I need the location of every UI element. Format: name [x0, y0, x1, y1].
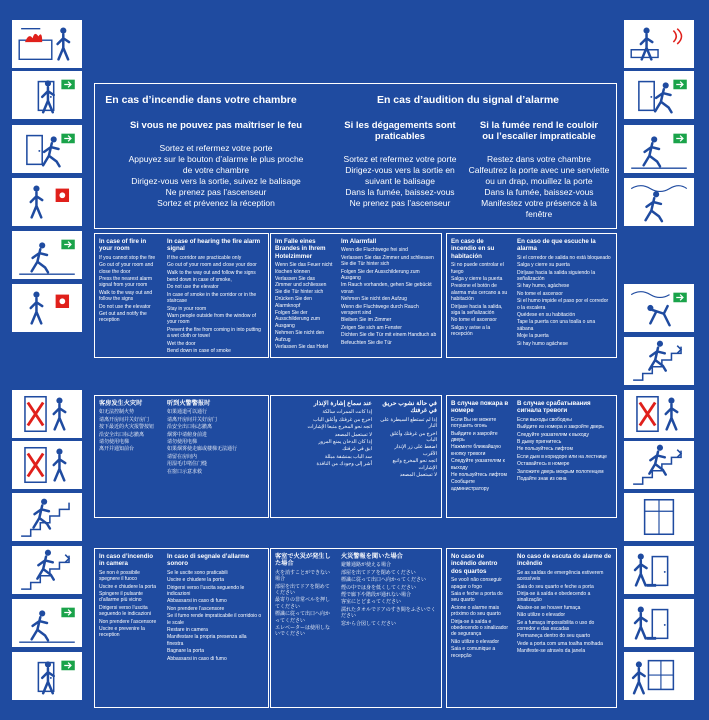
push-alarm-icon	[12, 284, 82, 332]
stairs-down-icon	[12, 546, 82, 594]
portuguese-alarm-text: Vede a porta com uma toalha molhada	[517, 640, 603, 647]
spanish-alarm-text: Si el humo impide el paso por el corredor o la escalera	[517, 298, 609, 311]
walk-to-exit-icon	[624, 125, 694, 173]
portuguese-alarm-text: Saia do seu quarto e feche a porta	[517, 583, 594, 590]
portuguese-fire-text: Não utilize o elevador	[451, 638, 500, 645]
fr-col3-line: Restez dans votre chambre	[487, 154, 591, 164]
fr-col1-line: de votre chambre	[182, 165, 250, 175]
russian-fire-column	[451, 400, 509, 492]
german-alarm-text: Dichten Sie die Tür mit einem Handtuch ab	[341, 332, 437, 339]
english-alarm-text: bend down in case of smoke,	[167, 277, 232, 284]
chinese-fire-text: 请离开房间并关好房门	[99, 416, 150, 423]
arabic-alarm-text: اتجه نحو المخرج متبعا الإشارات	[307, 424, 372, 431]
russian-fire-title: В случае пожара в номере	[451, 400, 509, 415]
chinese-alarm-text: 请勿使用电梯	[167, 439, 198, 446]
japanese-alarm-text: 標識に従って出口へ向かってください	[341, 577, 427, 584]
chinese-fire-text: 按下最近的火灾报警按钮	[99, 424, 155, 431]
portuguese-fire-text: Acione o alarme mais próximo do seu quarto	[451, 604, 501, 618]
german-fire-text: Wenn Sie das Feuer nicht löschen können	[275, 262, 333, 275]
japanese-fire-text: 部屋を出てドアを閉めてください	[275, 583, 330, 597]
portuguese-fire-text: Se você não conseguir apagar o fogo	[451, 577, 502, 590]
portuguese-fire-text: Saia e feche a porta do seu quarto	[451, 591, 503, 604]
russian-alarm-text: Не пользуйтесь лифтом	[517, 446, 573, 453]
japanese-fire-column	[275, 553, 333, 638]
russian-alarm-text: Выйдите из номера и закройте дверь	[517, 424, 604, 431]
spanish-alarm-title: En caso de que escuche la alarma	[517, 238, 596, 253]
english-fire-text: If you cannot stop the fire	[99, 254, 156, 261]
italian-panel	[94, 548, 269, 708]
german-alarm-text: Im Rauch vorhanden, gehen Sie gebückt voran	[341, 282, 432, 295]
stairs-icon	[12, 493, 82, 541]
stay-in-room-icon	[624, 493, 694, 541]
fire-title-fr: En cas d’incendie dans votre chambre	[105, 94, 297, 106]
push-alarm-icon	[12, 178, 82, 226]
russian-fire-text: Выйдите и закройте дверь	[451, 430, 498, 444]
german-alarm-text: Wenn die Fluchtwege frei sind	[341, 247, 408, 254]
japanese-alarm-text: 窓から合図してください	[341, 620, 397, 627]
russian-fire-text: Нажмите ближайшую кнопку тревоги	[451, 444, 501, 457]
fr-col1-line: Appuyez sur le bouton d’alarme le plus proche	[128, 154, 304, 164]
portuguese-alarm-text: Se a fumaça impossibilita o uso do corredor e das escadas	[517, 619, 595, 633]
chinese-alarm-text: 烟雾中请俯身前进	[167, 431, 208, 438]
arabic-alarm-text: أشر إلى وجودك من النافذة	[316, 461, 372, 468]
arabic-alarm-text: سد الباب بمنشفة مبللة	[324, 453, 372, 460]
arabic-fire-title: في حالة نشوب حريق في غرفتك	[382, 400, 437, 415]
spanish-fire-text: Salga y cierre la puerta	[451, 276, 503, 283]
portuguese-alarm-text: Não utilize o elevador	[517, 612, 566, 619]
english-fire-text: Walk to the way out and follow the signs	[99, 289, 153, 303]
fr-col3-line: Calfeutrez la porte avec une serviette	[468, 165, 610, 175]
fr-col2-line: suivant le balisage	[365, 176, 435, 186]
arabic-fire-column	[379, 400, 437, 478]
fr-col3-line: fenêtre	[525, 209, 553, 219]
spanish-alarm-text: Quédese en su habitación	[517, 312, 576, 319]
fr-col3-line: Manifestez votre présence à la	[481, 198, 597, 208]
german-fire-text: Verlassen Sie das Hotel	[275, 344, 329, 351]
portuguese-alarm-text: Se as saídas de emergência estiverem acessíveis	[517, 569, 604, 583]
chinese-alarm-title: 听到火警警报时	[167, 400, 211, 407]
spanish-alarm-text: Tape la puerta con una toalla o una sábana	[517, 319, 596, 332]
fr-col2-line: Ne prenez pas l’ascenseur	[349, 198, 451, 208]
fr-col2-line: Dans la fumée, baissez-vous	[345, 187, 455, 197]
spanish-alarm-text: Diríjase hacia la salida siguiendo la señalización	[517, 269, 596, 283]
german-alarm-text: Zeigen Sie sich am Fenster	[341, 324, 402, 331]
japanese-fire-text: 火を消すことができない場合	[275, 569, 331, 583]
italian-fire-text: Spingere il pulsante d’allarme più vicino	[99, 591, 143, 604]
spanish-alarm-text: Moje la puerta	[517, 333, 549, 340]
english-fire-column	[99, 238, 159, 324]
arabic-fire-text: إذا لم تستطع السيطرة على النار	[380, 416, 437, 430]
chinese-panel	[94, 395, 269, 518]
portuguese-fire-text: Saia e comunique a recepção	[451, 646, 496, 659]
chinese-fire-text: 请勿使用电梯	[99, 439, 130, 446]
english-alarm-column	[167, 238, 264, 355]
arabic-alarm-text: إذا كان الدخان يمنع المرور	[318, 439, 372, 446]
italian-alarm-text: Dirigersi verso l’uscita seguendo le indicazioni	[167, 584, 245, 598]
japanese-fire-text: 最寄りの非常ベルを押してください	[275, 597, 331, 610]
japanese-fire-text: 標識に従って出口へ向かってください	[275, 611, 331, 624]
italian-fire-text: Se non è possibile spegnere il fuoco	[99, 569, 140, 583]
arabic-fire-text: اتجه نحو المخرج واتبع الإشارات	[392, 458, 437, 471]
japanese-alarm-text: 避難通路が使える場合	[341, 562, 392, 569]
fr-col3-lines	[463, 154, 615, 220]
german-alarm-text: Befeuchten Sie die Tür	[341, 339, 392, 346]
russian-alarm-text: Подайте знак из окна	[517, 476, 567, 483]
spanish-fire-text: No tome el ascensor	[451, 317, 497, 324]
german-fire-text: Drücken Sie den Alarmknopf	[275, 296, 312, 309]
japanese-fire-text: エレベーターは使用しないでください	[275, 625, 331, 638]
russian-alarm-text: Если дым в коридоре или на лестнице	[517, 453, 607, 460]
english-alarm-text: Prevent the fire from coming in into putting a wet cloth or towel	[167, 326, 261, 340]
spanish-fire-column	[451, 238, 509, 338]
english-alarm-text: Stay in your room	[167, 305, 207, 312]
spanish-fire-title: En caso de incendio en su habitación	[451, 238, 495, 260]
fire-in-room-icon	[12, 20, 82, 68]
russian-fire-text: Если Вы не можете потушить огонь	[451, 416, 497, 430]
spanish-fire-text: Salga y avise a la recepción	[451, 324, 491, 338]
arabic-alarm-text: اخرج من غرفتك وأغلق الباب	[313, 416, 372, 423]
fr-col1-line: Dirigez-vous vers la sortie, suivez le balisage	[131, 176, 301, 186]
no-elevator-icon	[12, 441, 82, 489]
english-alarm-text: Warn people outside from the window of your room	[167, 313, 257, 326]
spanish-alarm-text: No tome el ascensor	[517, 290, 563, 297]
japanese-alarm-text: 煙で廊下や階段が通れない場合	[341, 592, 412, 599]
fr-col1-line: Sortez et prévenez la réception	[157, 198, 275, 208]
german-alarm-column	[341, 238, 437, 346]
russian-alarm-column	[517, 400, 612, 482]
arabic-fire-text: اضغط على زر الإنذار الأقرب	[394, 444, 437, 457]
fr-col1-heading: Si vous ne pouvez pas maîtriser le feu	[129, 120, 303, 131]
english-fire-title: In case of fire in your room	[99, 238, 147, 253]
chinese-alarm-text: 如果通道可以通行	[167, 409, 208, 416]
window-signal-icon	[624, 652, 694, 700]
fr-col1-line: Ne prenez pas l’ascenseur	[165, 187, 267, 197]
fr-col2-line: Sortez et refermez votre porte	[343, 154, 457, 164]
japanese-panel	[270, 548, 442, 708]
alarm-title-fr: En cas d’audition du signal d’alarme	[376, 94, 560, 106]
russian-alarm-text: Оставайтесь в номере	[517, 461, 570, 468]
german-alarm-text: Bleiben Sie im Zimmer	[341, 317, 392, 324]
wet-towel-door-icon	[624, 546, 694, 594]
chinese-alarm-text: 如果烟雾使走廊或楼梯无法通行	[167, 446, 238, 453]
italian-alarm-text: Se le uscite sono praticabili	[167, 569, 228, 576]
english-fire-text: Press the nearest alarm signal from your room	[99, 276, 153, 289]
japanese-alarm-text: 客室にとどまってください	[341, 599, 402, 606]
spanish-fire-text: Presione el botón de alarma más cercano a su habitación	[451, 283, 508, 303]
portuguese-panel	[446, 548, 617, 708]
bend-down-icon	[624, 284, 694, 332]
close-door-icon	[624, 71, 694, 119]
chinese-alarm-text: 沿安全出口标志撤离	[167, 424, 213, 431]
italian-alarm-text: Abbassarsi in caso di fumo	[167, 598, 227, 605]
fr-col3-line: ou un drap, mouillez la porte	[485, 176, 593, 186]
italian-alarm-title: In caso di segnale d’allarme sonoro	[167, 553, 250, 568]
chinese-alarm-text: 请留在房间内	[167, 453, 198, 460]
spanish-alarm-text: Si el corredor de salida no está bloqueado	[517, 254, 611, 261]
spanish-alarm-text: Si hay humo, agáchese	[517, 283, 570, 290]
russian-alarm-title: В случае срабатывания сигнала тревоги	[517, 400, 591, 415]
russian-alarm-text: Заложите дверь мокрым полотенцем	[517, 468, 604, 475]
portuguese-alarm-text: Abaixe-se se houver fumaça	[517, 604, 581, 611]
german-fire-title: Im Falle eines Brandes in Ihrem Hotelzimmer	[275, 238, 326, 260]
spanish-panel	[446, 233, 617, 358]
arabic-alarm-title: عند سماع إشارة الإنذار	[313, 400, 372, 407]
english-alarm-text: Go out of your room and close your door	[167, 262, 257, 269]
russian-fire-text: Не пользуйтесь лифтом	[451, 472, 507, 479]
german-alarm-title: Im Alarmfall	[341, 238, 377, 245]
fr-col3-line: Dans la fumée, baissez-vous	[484, 187, 594, 197]
close-door-icon	[12, 125, 82, 173]
portuguese-alarm-text: Permaneça dentro do seu quarto	[517, 633, 591, 640]
chinese-alarm-text: 用湿毛巾堵住门缝	[167, 461, 208, 468]
portuguese-fire-text: Dirija-se à saída e obedecendo o sinalizador de segurança	[451, 618, 508, 638]
italian-fire-column	[99, 553, 159, 639]
italian-fire-title: In caso d’incendio in camera	[99, 553, 153, 568]
arabic-fire-text: لا تستعمل المصعد	[399, 472, 437, 479]
japanese-alarm-text: 煙の中では身を低くしてください	[341, 584, 417, 591]
chinese-fire-text: 如无法控制火势	[99, 409, 135, 416]
english-alarm-text: Walk to the way out and follow the signs	[167, 269, 256, 276]
fr-col2-heading-line: Si les dégagements sont	[344, 120, 456, 131]
italian-alarm-text: Uscire e chiudere la porta	[167, 577, 224, 584]
chinese-fire-column	[99, 400, 159, 453]
exit-door-icon	[12, 652, 82, 700]
english-fire-text: Go out of your room and close the door	[99, 262, 154, 275]
fr-col2-lines	[325, 154, 475, 209]
italian-alarm-text: Bagnare la porta	[167, 648, 204, 655]
spanish-alarm-text: Si hay humo agáchese	[517, 340, 568, 347]
no-elevator-icon	[12, 390, 82, 438]
italian-alarm-text: Restare in camera	[167, 627, 208, 634]
stairs-down-icon	[624, 337, 694, 385]
german-fire-text: Verlassen Sie das Zimmer und schliessen Sie die Tür hinter sich	[275, 276, 327, 295]
italian-alarm-text: Non prendere l’ascensore	[167, 605, 225, 612]
french-instructions-frame	[94, 83, 617, 229]
chinese-alarm-text: 请离开房间并关好房门	[167, 416, 218, 423]
russian-alarm-text: Следуйте указателям к выходу	[517, 431, 589, 438]
japanese-fire-title: 客室で火災が発生した場合	[275, 553, 331, 568]
walk-to-exit-icon	[12, 599, 82, 647]
walk-to-exit-icon	[12, 231, 82, 279]
spanish-alarm-column	[517, 238, 612, 347]
fr-col1-line: Sortez et refermez votre porte	[159, 143, 273, 153]
german-fire-text: Folgen Sie der Ausschilderung zum Ausgang	[275, 310, 321, 329]
english-alarm-text: If the corridor are practicable only	[167, 254, 242, 261]
portuguese-alarm-text: Manifeste-se através da janela	[517, 648, 586, 655]
spanish-alarm-text: Salga y cierre su puerta	[517, 262, 570, 269]
fr-col2-heading-line: praticables	[374, 131, 426, 142]
exit-door-icon	[12, 71, 82, 119]
english-alarm-text: Do not use the elevator	[167, 284, 219, 291]
wet-towel-door-icon	[624, 599, 694, 647]
chinese-fire-text: 沿安全出口标志撤离	[99, 431, 145, 438]
arabic-alarm-text: ابق في غرفتك	[342, 446, 372, 453]
italian-alarm-text: Abbassarsi in caso di fumo	[167, 655, 227, 662]
portuguese-fire-title: No caso de incêndio dentro dos quartos	[451, 553, 498, 575]
no-elevator-icon	[624, 390, 694, 438]
japanese-alarm-title: 火災警報を聞いた場合	[341, 553, 403, 560]
italian-alarm-text: Se il fumo rende impraticabile il corridoio o le scale	[167, 613, 262, 626]
chinese-alarm-column	[167, 400, 264, 475]
russian-alarm-text: Если выходы свободны	[517, 416, 572, 423]
german-alarm-text: Folgen Sie der Ausschilderung zum Ausgang	[341, 268, 420, 282]
fr-col2-line: Dirigez-vous vers la sortie en	[345, 165, 455, 175]
italian-fire-text: Non prendere l’ascensore	[99, 618, 157, 625]
german-alarm-text: Nehmen Sie nicht den Aufzug	[341, 296, 407, 303]
arabic-alarm-text: إذا كانت الممرات سالكة	[322, 409, 372, 416]
portuguese-alarm-column	[517, 553, 612, 655]
spanish-fire-text: Si no puede controlar el fuego	[451, 262, 504, 275]
english-alarm-text: Wet the door	[167, 340, 196, 347]
japanese-alarm-text: 濡れたタオルでドアのすき間をふさいでください	[341, 606, 436, 620]
italian-fire-text: Dirigersi verso l’uscita seguendo le indicazioni	[99, 604, 151, 618]
fr-col3-heading-line: ou l’escalier impraticable	[482, 131, 596, 142]
italian-alarm-column	[167, 553, 264, 662]
portuguese-alarm-text: Dirija-se à saída e obedecendo a sinalização	[517, 591, 591, 604]
german-alarm-text: Wenn die Fluchtwege durch Rauch versperrt sind	[341, 303, 419, 317]
chinese-fire-title: 客房发生火灾时	[99, 400, 143, 407]
japanese-alarm-text: 部屋を出てドアを閉めてください	[341, 569, 416, 576]
italian-fire-text: Uscire e prevenire la reception	[99, 626, 145, 639]
japanese-alarm-column	[341, 553, 437, 627]
english-alarm-title: In case of hearing the fire alarm signal	[167, 238, 261, 253]
english-alarm-text: In case of smoke in the corridor or in the staircase	[167, 291, 257, 305]
german-panel	[270, 233, 442, 358]
fr-col3-heading	[463, 120, 615, 142]
chinese-alarm-text: 在窗口示意求救	[167, 468, 203, 475]
german-fire-column	[275, 238, 333, 351]
arabic-alarm-text: لا تستعمل المصعد	[334, 431, 372, 438]
alarm-sound-icon	[624, 20, 694, 68]
russian-fire-text: Следуйте указателям к выходу	[451, 458, 505, 471]
chinese-fire-text: 离开并通知前台	[99, 446, 135, 453]
portuguese-fire-column	[451, 553, 509, 659]
spanish-fire-text: Diríjase hacia la salida, siga la señalización	[451, 303, 503, 317]
english-fire-text: Get out and notify the reception	[99, 311, 147, 324]
russian-fire-text: Сообщите администратору	[451, 479, 489, 492]
italian-fire-text: Uscire e chiudere la porta	[99, 583, 156, 590]
russian-alarm-text: В дыму пригнитесь	[517, 439, 562, 446]
arabic-alarm-column	[276, 400, 372, 468]
arabic-panel	[270, 395, 442, 518]
italian-alarm-text: Manifestare la propria presenza alla finestra	[167, 634, 247, 647]
portuguese-alarm-title: No caso de escuta do alarme de incêndio	[517, 553, 612, 568]
fr-col1-lines	[99, 143, 333, 209]
fr-col2-heading	[325, 120, 475, 142]
german-fire-text: Nehmen Sie nicht den Aufzug	[275, 330, 325, 343]
english-alarm-text: Bend down in case of smoke	[167, 348, 231, 355]
english-fire-text: Do not use the elevator	[99, 303, 151, 310]
stairs-down-icon	[624, 441, 694, 489]
english-panel	[94, 233, 269, 358]
russian-panel	[446, 395, 617, 518]
fr-col3-heading-line: Si la fumée rend le couloir	[479, 120, 599, 131]
arabic-fire-text: اخرج من غرفتك وأغلق الباب	[390, 430, 437, 444]
german-alarm-text: Verlassen Sie das Zimmer und schliessen Sie die Tür hinter sich	[341, 254, 434, 268]
walk-exit-smoke-icon	[624, 178, 694, 226]
